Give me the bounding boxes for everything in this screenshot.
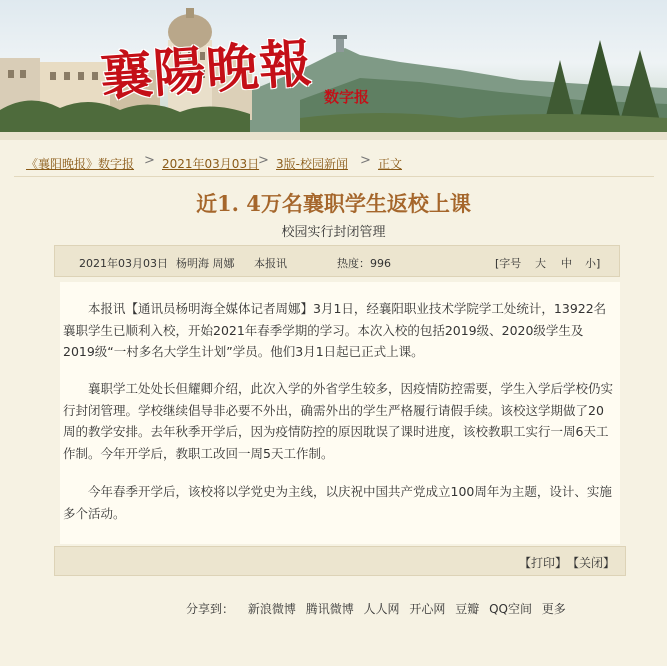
divider — [14, 176, 654, 177]
article-subtitle: 校园实行封闭管理 — [281, 225, 386, 240]
close-button[interactable]: 【关闭】 — [567, 556, 616, 570]
newspaper-logo: 襄陽晚報 — [98, 32, 315, 109]
share-more-link[interactable]: 更多 — [541, 602, 566, 616]
share-douban-link[interactable]: 豆瓣 — [455, 602, 480, 616]
breadcrumb-separator: > — [258, 153, 269, 168]
article-paragraph: 襄职学工处处长但耀卿介绍，此次入学的外省学生较多，因疫情防控需要，学生入学后学校仍实行封闭管理。学校继续倡导非必要不外出，确需外出的学生严格履行请假手续。该校这学期做了20周的教学安排。去年秋季开学后，因为疫情防控的原因耽误了课时进度，该校教职工实行一周6天工作制。今年开学后，教职工改回一周5天工作制。 — [63, 381, 614, 461]
print-button[interactable]: 【打印】 — [519, 556, 568, 570]
breadcrumb-section-link[interactable]: 3版-校园新闻 — [276, 157, 348, 171]
masthead-banner — [0, 0, 667, 140]
share-bar — [186, 600, 572, 617]
article-paragraph: 本报讯【通讯员杨明海全媒体记者周娜】3月1日，经襄阳职业技术学院学工处统计，13922名襄职学生已顺利入校，开始2021年春季学期的学习。本次入校的包括2019级、2020级学生及2019级“一村多名大学生计划”学员。他们3月1日起已正式上课。 — [63, 301, 607, 359]
article-title: 近1. 4万名襄职学生返校上课 — [196, 191, 471, 216]
breadcrumb — [0, 152, 667, 172]
font-size-large-button[interactable]: 大 — [535, 257, 546, 270]
breadcrumb-separator: > — [360, 153, 371, 168]
article-paragraph: 今年春季开学后，该校将以学党史为主线，以庆祝中国共产党成立100周年为主题，设计、实施多个活动。 — [63, 484, 612, 521]
heat-count: 热度：996 — [337, 257, 391, 270]
breadcrumb-separator: > — [144, 153, 155, 168]
share-kaixin-link[interactable]: 开心网 — [409, 602, 446, 616]
article-date: 2021年03月03日 — [79, 257, 168, 270]
article-body — [60, 282, 620, 544]
article-meta-bar — [54, 245, 620, 277]
breadcrumb-current: 正文 — [378, 157, 403, 171]
share-qzone-link[interactable]: QQ空间 — [489, 602, 532, 616]
article-actions-bar — [54, 546, 626, 576]
font-size-small-button[interactable]: 小] — [585, 257, 601, 270]
breadcrumb-home-link[interactable]: 《襄阳晚报》数字报 — [26, 157, 135, 171]
font-size-label: [字号 — [495, 257, 522, 270]
share-renren-link[interactable]: 人人网 — [363, 602, 400, 616]
font-size-medium-button[interactable]: 中 — [561, 257, 572, 270]
article-source: 本报讯 — [254, 257, 287, 270]
share-label: 分享到： — [186, 602, 235, 616]
share-tencent-weibo-link[interactable]: 腾讯微博 — [305, 602, 354, 616]
breadcrumb-date-link[interactable]: 2021年03月03日 — [162, 157, 260, 171]
article-authors: 杨明海 周娜 — [176, 257, 235, 270]
digital-edition-label: 数字报 — [324, 88, 370, 106]
share-sina-weibo-link[interactable]: 新浪微博 — [247, 602, 296, 616]
